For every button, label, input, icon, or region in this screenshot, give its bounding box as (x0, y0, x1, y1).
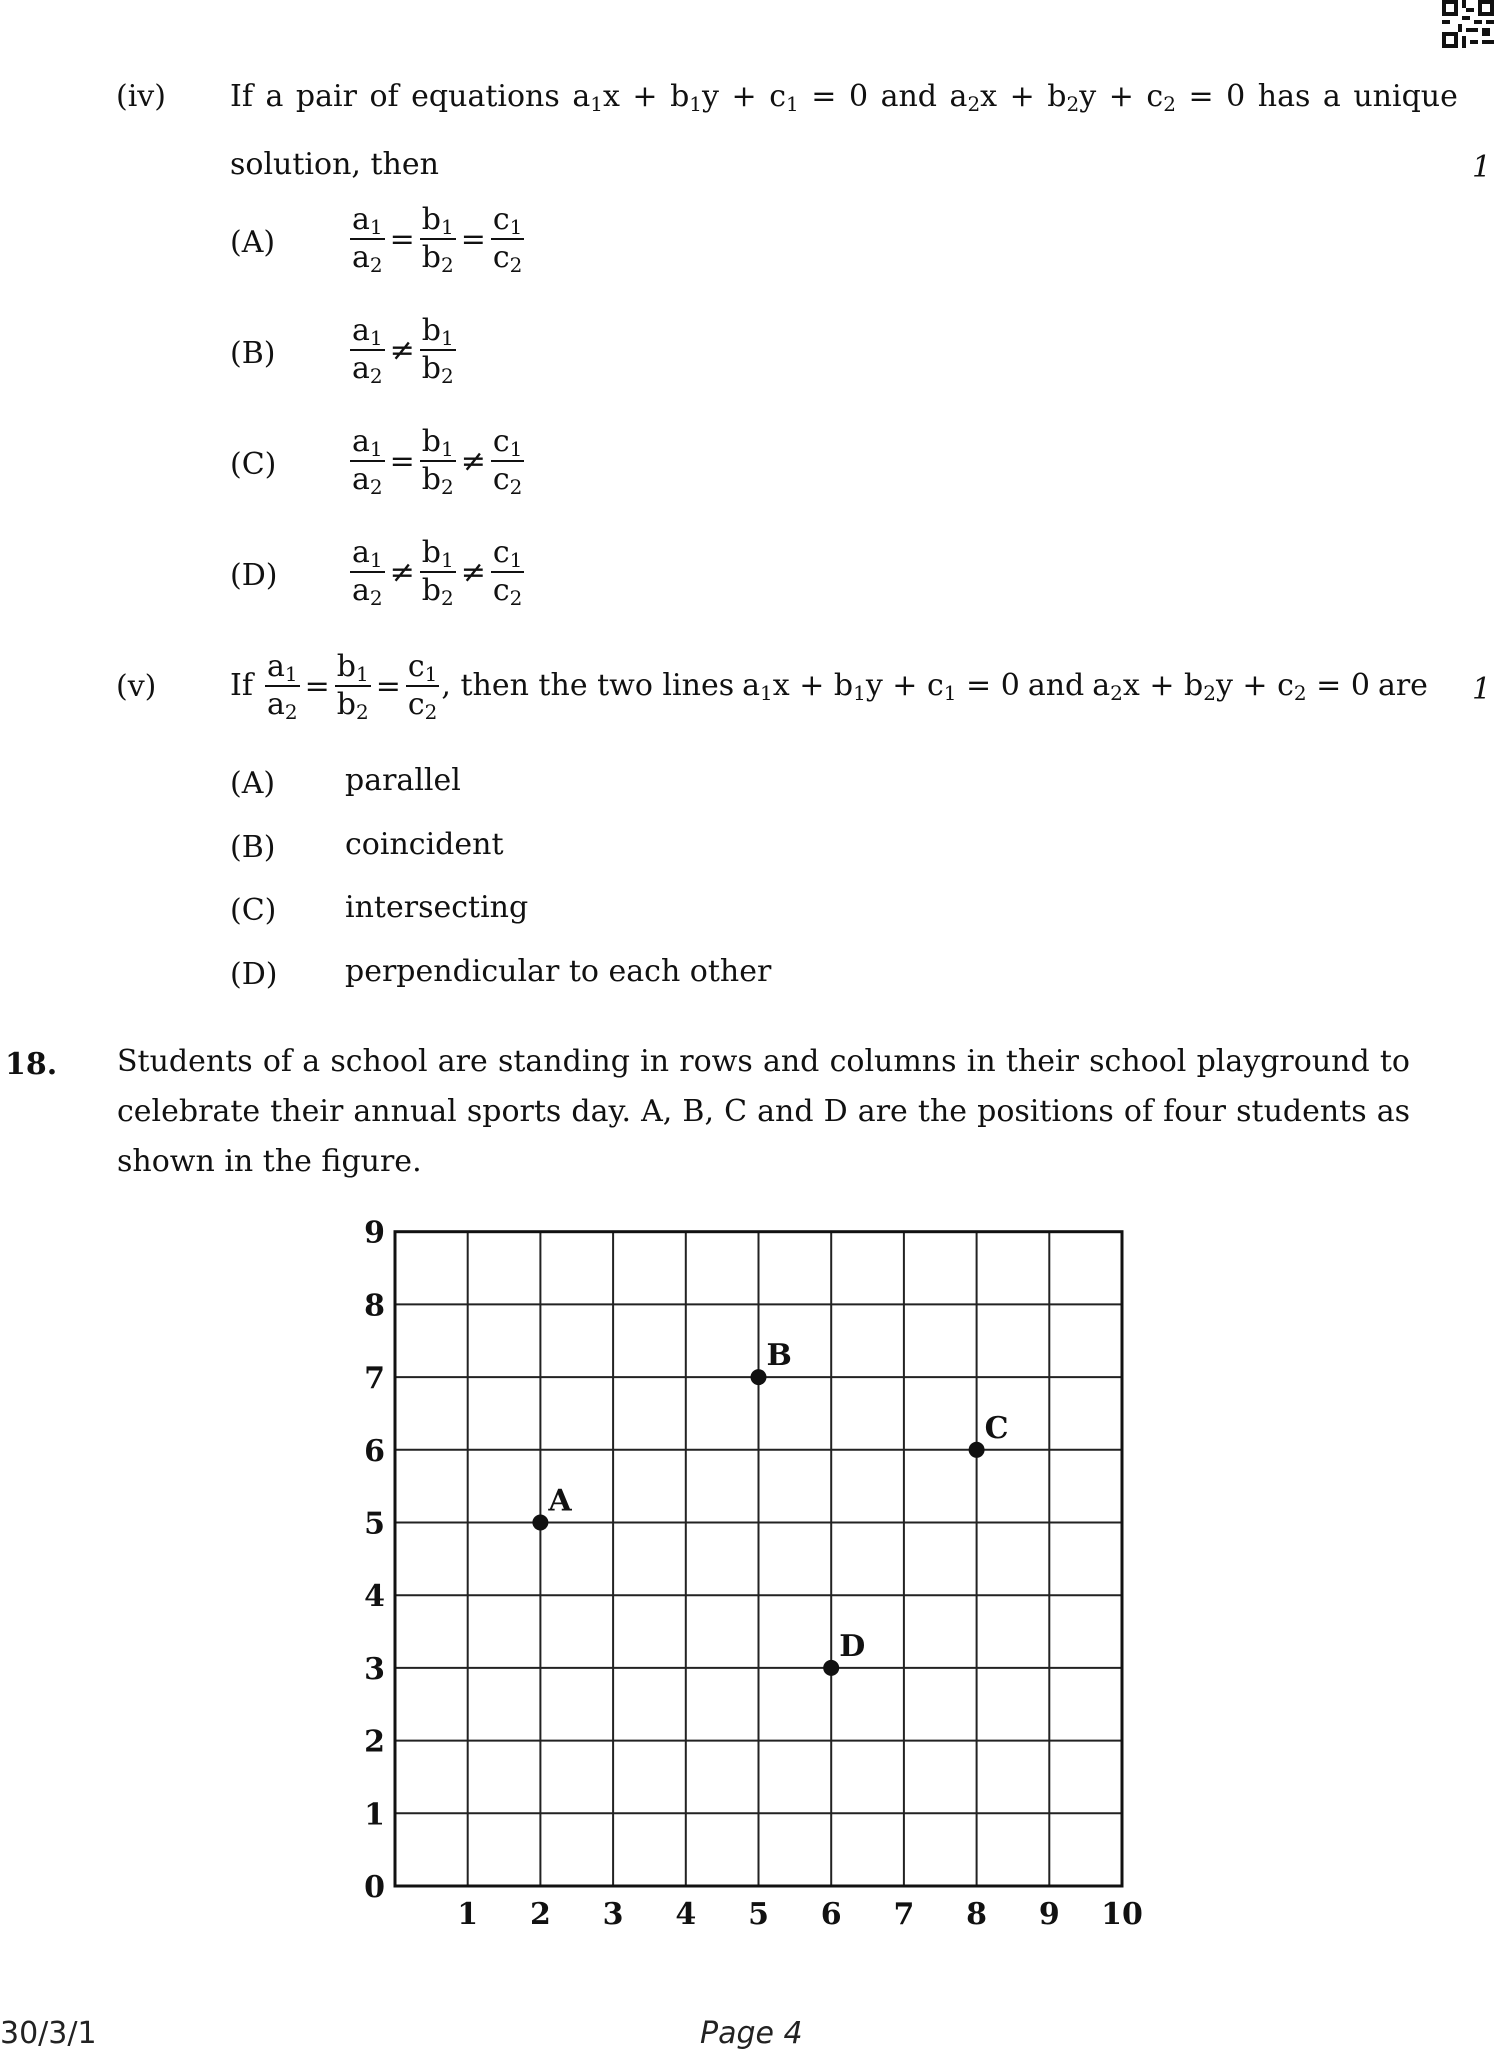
point-label-d: D (839, 1628, 866, 1664)
x-tick-label: 7 (893, 1897, 915, 1932)
subq-iv-line1 (230, 79, 1458, 116)
option-v-b-text: coincident (345, 827, 504, 862)
subq-v-label: (v) (116, 669, 157, 704)
option-v-b-label: (B) (230, 830, 276, 865)
point-a (532, 1515, 548, 1531)
option-iv-d-label: (D) (230, 558, 278, 593)
subq-iv-label: (iv) (116, 79, 166, 114)
y-tick-label: 5 (364, 1506, 385, 1542)
x-tick-label: 3 (602, 1897, 624, 1932)
x-tick-label: 10 (1101, 1897, 1143, 1932)
equation-1: $a_1x + b_1y + c_1 = 0$ (572, 79, 869, 116)
x-tick-label: 6 (820, 1897, 842, 1932)
subq-iv-text-post: has a unique (1257, 79, 1458, 114)
option-iv-a-label: (A) (230, 225, 276, 260)
subq-v-post: are (1377, 668, 1428, 703)
option-v-c-label: (C) (230, 893, 277, 928)
x-tick-label: 8 (966, 1897, 988, 1932)
y-tick-label: 9 (364, 1215, 385, 1251)
option-v-d-label: (D) (230, 957, 278, 992)
point-d (823, 1660, 839, 1676)
footer-page-number: Page 4 (700, 2016, 803, 2051)
x-tick-label: 4 (675, 1897, 697, 1932)
subq-v-line: If $\frac{a_1}{a_2}$ = $\frac{b_1}{b_2}$ = $\frac{c_1}{c_2}$ , then the two lines $a_1x + b_1y + c_1 = 0$ and $a_2x + b_2y + c_2 = 0$ are (230, 649, 1428, 724)
y-tick-label: 4 (364, 1579, 385, 1615)
y-tick-label: 2 (364, 1724, 385, 1760)
question-18-text: Students of a school are standing in rows and columns in their school playground to celebrate their annual sports day. A, B, C and D are the positions of four students as shown in the figure. (117, 1044, 1410, 1179)
subq-iv-marks: 1 (1472, 150, 1492, 185)
option-v-d-text: perpendicular to each other (345, 954, 772, 989)
x-tick-label: 5 (748, 1897, 769, 1932)
option-iv-c-label: (C) (230, 447, 277, 482)
qr-code-icon (1442, 0, 1494, 48)
option-v-a-label: (A) (230, 766, 276, 801)
subq-v-marks: 1 (1472, 672, 1492, 707)
option-v-a-text: parallel (345, 763, 461, 798)
x-tick-label: 1 (457, 1897, 479, 1932)
subq-v-pre: If (230, 668, 253, 703)
subq-v-and: and (1027, 668, 1085, 703)
option-iv-b-label: (B) (230, 336, 276, 371)
option-iv-c-expr: $\frac{a_1}{a_2}$ = $\frac{b_1}{b_2}$ ≠ $\frac{c_1}{c_2}$ (352, 424, 523, 499)
question-18-number: 18. (5, 1047, 58, 1082)
y-tick-label: 0 (364, 1870, 385, 1905)
option-v-c-text: intersecting (345, 890, 529, 925)
position-grid-figure (340, 1210, 1170, 1940)
y-tick-label: 6 (364, 1433, 385, 1469)
subq-v-eq2: $a_2x + b_2y + c_2 = 0$ (1092, 668, 1370, 705)
point-label-b: B (766, 1338, 792, 1374)
option-iv-b-expr: $\frac{a_1}{a_2}$ ≠ $\frac{b_1}{b_2}$ (352, 313, 454, 388)
footer-paper-code: 30/3/1 (0, 2016, 97, 2051)
point-label-a: A (548, 1483, 572, 1519)
y-tick-label: 1 (364, 1797, 385, 1833)
y-tick-label: 3 (364, 1651, 385, 1687)
point-label-c: C (984, 1410, 1009, 1446)
option-iv-d-expr: $\frac{a_1}{a_2}$ ≠ $\frac{b_1}{b_2}$ ≠ $\frac{c_1}{c_2}$ (352, 535, 523, 610)
subq-iv-and: and (880, 79, 937, 114)
point-b (751, 1369, 767, 1385)
x-tick-label: 2 (529, 1897, 551, 1932)
subq-iv-line2: solution, then (230, 147, 439, 182)
option-iv-a-expr: $\frac{a_1}{a_2}$ = $\frac{b_1}{b_2}$ = $\frac{c_1}{c_2}$ (352, 202, 523, 277)
y-tick-label: 7 (364, 1361, 385, 1397)
subq-v-eq1: $a_1x + b_1y + c_1 = 0$ (742, 668, 1020, 705)
x-tick-label: 9 (1038, 1897, 1060, 1932)
subq-iv-text-pre: If a pair of equations (230, 79, 560, 114)
equation-2: $a_2x + b_2y + c_2 = 0$ (949, 79, 1246, 116)
point-c (969, 1442, 985, 1458)
subq-v-mid: , then the two lines (441, 668, 735, 703)
y-tick-label: 8 (364, 1288, 385, 1324)
